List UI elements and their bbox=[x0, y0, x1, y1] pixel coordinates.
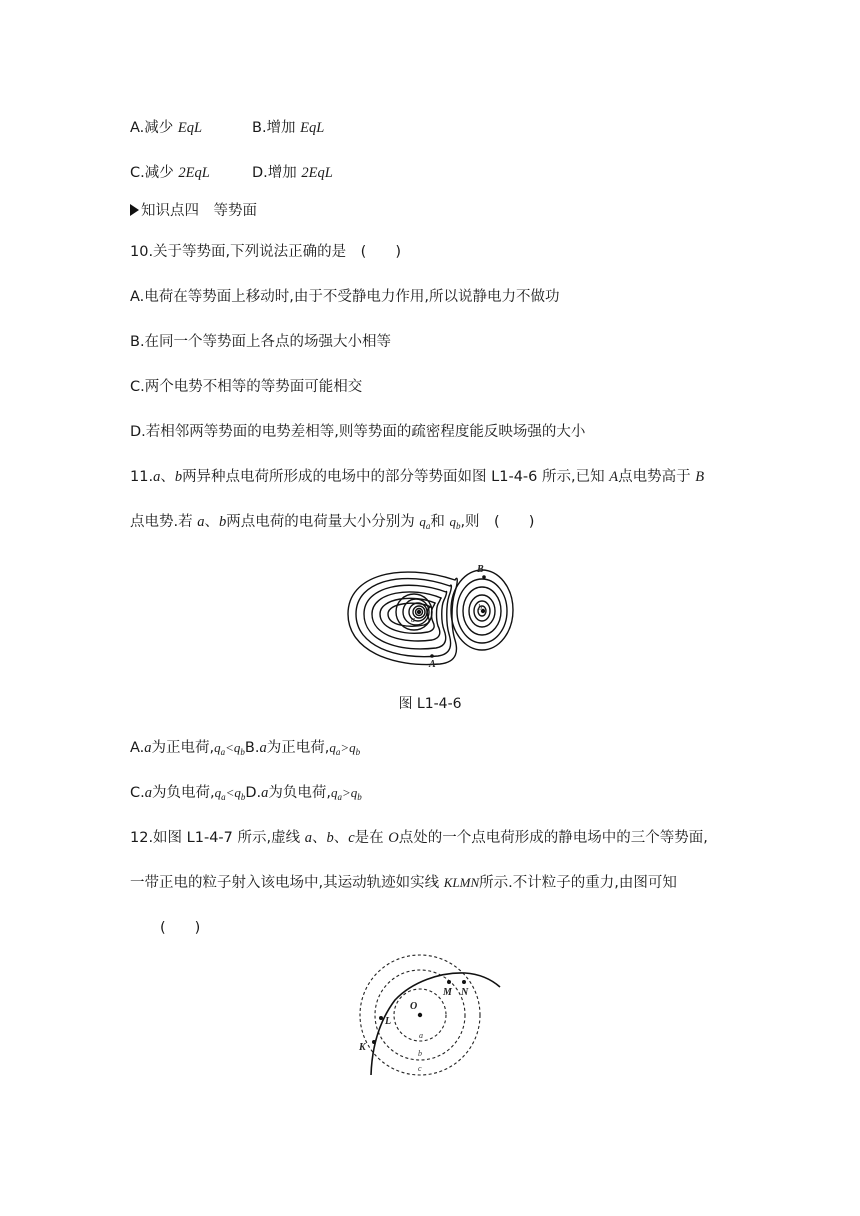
label-c: c bbox=[418, 1064, 422, 1073]
q10-stem: 10.关于等势面,下列说法正确的是 ( ) bbox=[130, 244, 401, 260]
label-b: b bbox=[418, 1049, 422, 1058]
q11-options-ab bbox=[130, 738, 360, 762]
q11-stem-line1: 11.a、b两异种点电荷所形成的电场中的部分等势面如图 L1-4-6 所示,已知 A点电势高于 B bbox=[130, 469, 705, 485]
point-M-dot bbox=[447, 980, 451, 984]
equipotential-lines-a bbox=[348, 572, 457, 665]
figure-caption-l1-4-6: 图 L1-4-6 bbox=[398, 696, 462, 712]
q11-stem-line2: 点电势.若 a、b两点电荷的电荷量大小分别为 $q_a$和 $q_b$,则 ( ) bbox=[130, 514, 535, 531]
q9-option-d[interactable] bbox=[252, 163, 333, 183]
q9-option-b-text: B.增加 bbox=[252, 120, 301, 136]
q9-option-a-expr: EqL bbox=[177, 120, 203, 136]
label-M: M bbox=[443, 987, 452, 998]
q9-option-d-expr: 2EqL bbox=[301, 165, 333, 181]
label-K: K bbox=[359, 1042, 366, 1053]
q9-option-a-text: A.减少 bbox=[130, 120, 178, 136]
triangle-bullet-icon bbox=[130, 204, 139, 216]
q10-option-c[interactable]: C.两个电势不相等的等势面可能相交 bbox=[130, 379, 363, 395]
point-B-dot bbox=[482, 575, 486, 579]
section-heading bbox=[130, 201, 257, 221]
q11-option-a[interactable]: A.a为正电荷$,q_a<q_b$ bbox=[130, 740, 245, 757]
q9-option-c-text: C.减少 bbox=[130, 165, 179, 181]
label-O: O bbox=[410, 1001, 418, 1012]
q11-options-cd bbox=[130, 783, 362, 807]
q9-option-d-text: D.增加 bbox=[252, 165, 302, 181]
point-A-dot bbox=[430, 654, 434, 658]
q9-option-c[interactable] bbox=[130, 163, 210, 183]
label-L: L bbox=[385, 1016, 392, 1027]
label-N: N bbox=[461, 987, 469, 998]
label-A: A bbox=[429, 659, 436, 670]
point-K-dot bbox=[372, 1040, 376, 1044]
q9-option-c-expr: 2EqL bbox=[178, 165, 210, 181]
q11-option-c[interactable]: C.a为负电荷$,q_a<q_b$ bbox=[130, 785, 246, 802]
label-a: a bbox=[419, 1031, 423, 1040]
charge-a-point bbox=[417, 610, 421, 614]
label-B: B bbox=[477, 564, 484, 575]
q12-answer-bracket: ( ) bbox=[160, 920, 201, 936]
figure-equipotential-two-charges bbox=[340, 555, 530, 675]
section-title: 知识点四 等势面 bbox=[141, 203, 257, 219]
label-b: b bbox=[478, 603, 482, 612]
q12-stem-line2: 一带正电的粒子射入该电场中,其运动轨迹如实线 KLMN所示.不计粒子的重力,由图可知 bbox=[130, 875, 677, 891]
label-a: a bbox=[411, 615, 415, 624]
point-N-dot bbox=[462, 980, 466, 984]
q9-option-b-expr: EqL bbox=[300, 120, 325, 136]
center-O-dot bbox=[418, 1013, 422, 1017]
q10-option-b[interactable]: B.在同一个等势面上各点的场强大小相等 bbox=[130, 334, 392, 350]
figure-point-charge-trajectory bbox=[355, 960, 505, 1080]
q10-option-d[interactable]: D.若相邻两等势面的电势差相等,则等势面的疏密程度能反映场强的大小 bbox=[130, 424, 586, 440]
q11-option-b[interactable]: B.a为正电荷$,q_a>q_b$ bbox=[244, 740, 361, 757]
q11-option-d[interactable]: D.a为负电荷$,q_a>q_b$ bbox=[245, 785, 362, 802]
q12-stem-line1: 12.如图 L1-4-7 所示,虚线 a、b、c是在 O点处的一个点电荷形成的静电场中的三个等势面, bbox=[130, 830, 708, 846]
q9-option-b[interactable] bbox=[252, 118, 324, 138]
q10-option-a[interactable]: A.电荷在等势面上移动时,由于不受静电力作用,所以说静电力不做功 bbox=[130, 289, 560, 305]
point-L-dot bbox=[379, 1016, 383, 1020]
q9-option-a[interactable] bbox=[130, 118, 202, 138]
